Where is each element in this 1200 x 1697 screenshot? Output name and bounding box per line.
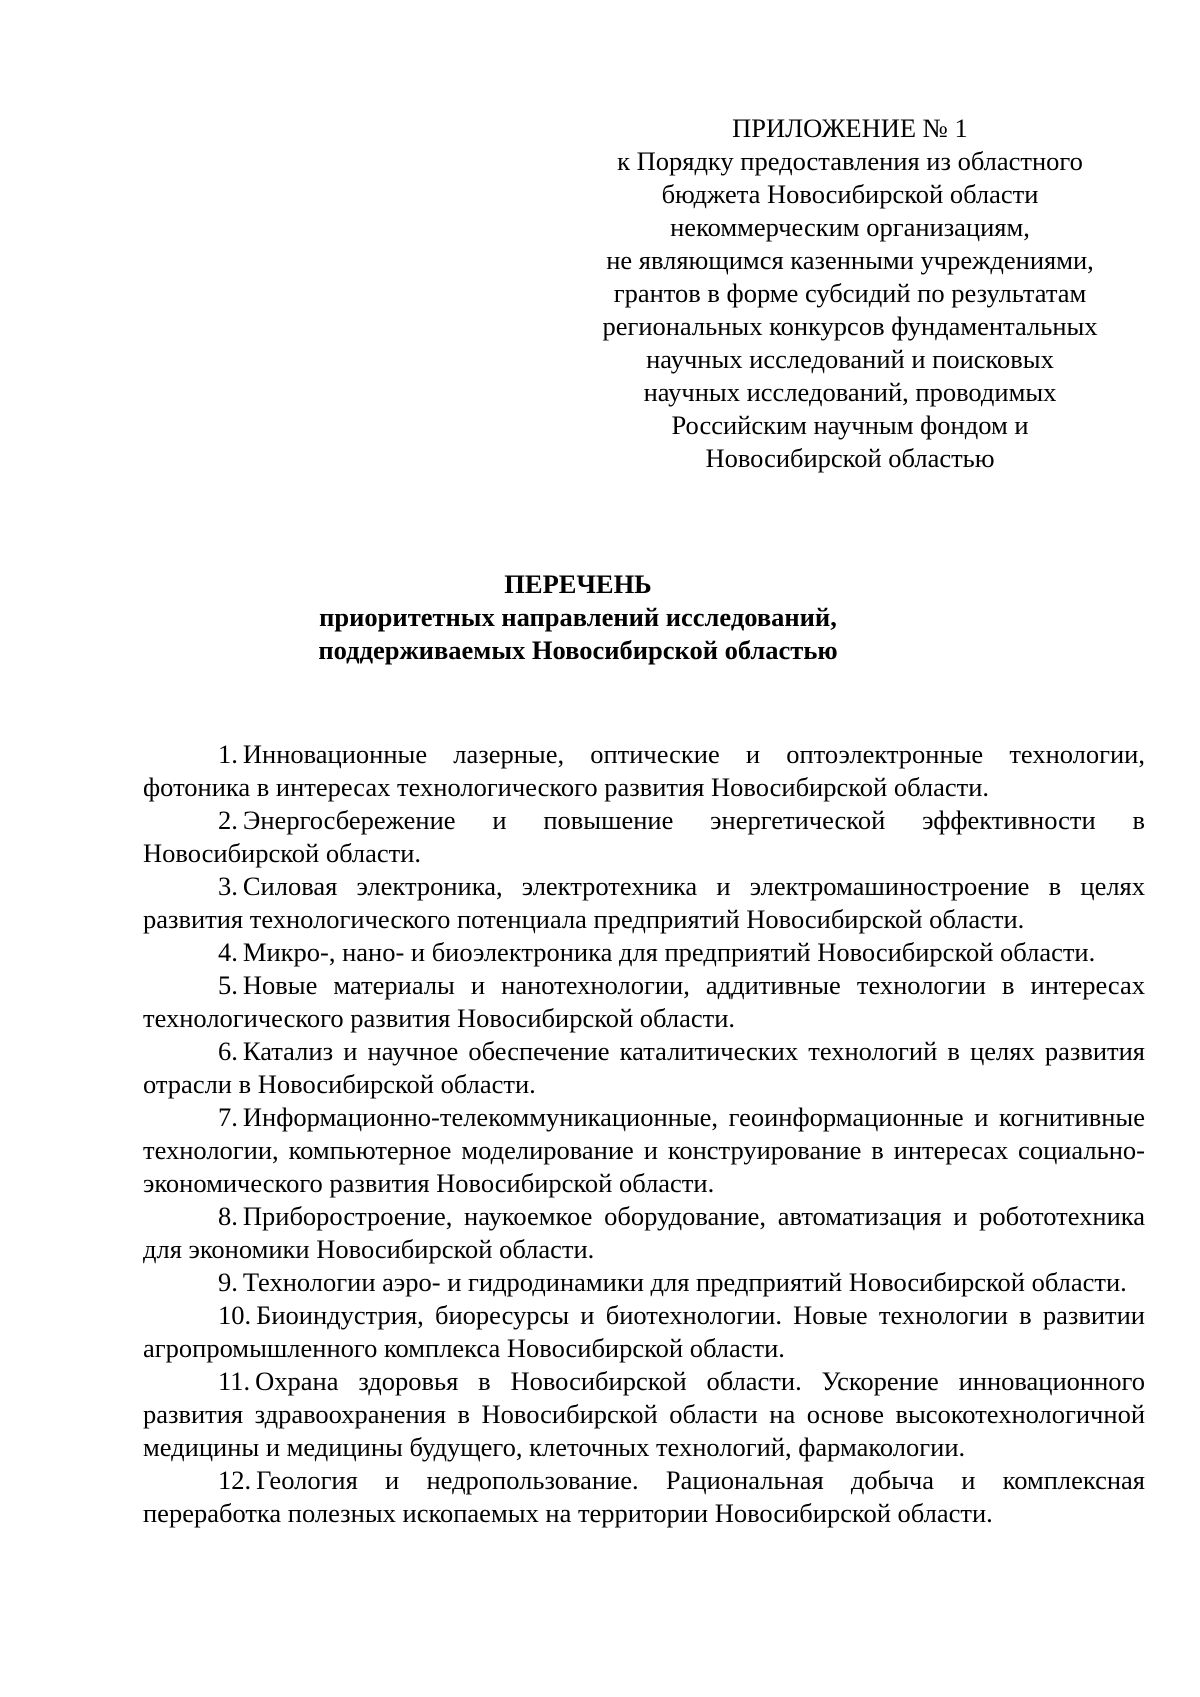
list-item [143, 1200, 1145, 1266]
list-item [143, 1299, 1145, 1365]
appendix-line: научных исследований и поисковых [646, 344, 1054, 374]
item-number: 5. [218, 970, 238, 1000]
item-text: Охрана здоровья в Новосибирской области. Ускорение инновационного развития здравоохранения в Новосибирской области на основе высокотехнологичной медицины и медицины будущего, клеточных технологий, фармакологии. [143, 1366, 1145, 1462]
item-number: 12. [218, 1465, 252, 1495]
item-number: 3. [218, 871, 238, 901]
item-number: 11. [218, 1366, 251, 1396]
item-number: 10. [218, 1300, 252, 1330]
appendix-title: ПРИЛОЖЕНИЕ № 1 [732, 113, 968, 143]
item-number: 8. [218, 1201, 238, 1231]
item-number: 1. [218, 739, 238, 769]
document-heading [140, 568, 1016, 667]
appendix-line: некоммерческим организациям, [670, 212, 1030, 242]
item-number: 4. [218, 937, 238, 967]
appendix-line: бюджета Новосибирской области [661, 179, 1039, 209]
appendix-line: Российским научным фондом и [671, 410, 1029, 440]
item-text: Катализ и научное обеспечение каталитических технологий в целях развития отрасли в Новосибирской области. [143, 1036, 1145, 1099]
priority-list [143, 738, 1145, 1530]
list-item [143, 969, 1145, 1035]
item-text: Информационно-телекоммуникационные, геоинформационные и когнитивные технологии, компьютерное моделирование и конструирование в интересах социально-экономического развития Новосибирской области. [143, 1102, 1145, 1198]
appendix-line: не являющимся казенными учреждениями, [606, 245, 1094, 275]
item-text: Технологии аэро- и гидродинамики для предприятий Новосибирской области. [242, 1267, 1127, 1297]
item-number: 2. [218, 805, 238, 835]
item-text: Новые материалы и нанотехнологии, аддитивные технологии в интересах технологического развития Новосибирской области. [143, 970, 1145, 1033]
list-item [143, 1464, 1145, 1530]
list-item [143, 936, 1145, 969]
item-text: Геология и недропользование. Рациональная добыча и комплексная переработка полезных ископаемых на территории Новосибирской области. [143, 1465, 1145, 1528]
item-text: Приборостроение, наукоемкое оборудование, автоматизация и робототехника для экономики Новосибирской области. [143, 1201, 1145, 1264]
item-number: 6. [218, 1036, 238, 1066]
list-item [143, 1101, 1145, 1200]
list-item [143, 804, 1145, 870]
appendix-line: региональных конкурсов фундаментальных [602, 311, 1098, 341]
document-title: ПЕРЕЧЕНЬ [504, 569, 652, 599]
list-item [143, 1035, 1145, 1101]
item-number: 7. [218, 1102, 238, 1132]
appendix-line: Новосибирской областью [705, 443, 995, 473]
item-text: Инновационные лазерные, оптические и оптоэлектронные технологии, фотоника в интересах технологического развития Новосибирской области. [143, 739, 1145, 802]
item-text: Микро-, нано- и биоэлектроника для предприятий Новосибирской области. [242, 937, 1096, 967]
item-text: Силовая электроника, электротехника и электромашиностроение в целях развития технологического потенциала предприятий Новосибирской области. [143, 871, 1145, 934]
list-item [143, 1365, 1145, 1464]
item-text: Энергосбережение и повышение энергетической эффективности в Новосибирской области. [143, 805, 1145, 868]
appendix-line: к Порядку предоставления из областного [617, 146, 1083, 176]
list-item [143, 738, 1145, 804]
document-subtitle: приоритетных направлений исследований, [319, 602, 837, 632]
appendix-header [590, 112, 1110, 475]
item-text: Биоиндустрия, биоресурсы и биотехнологии. Новые технологии в развитии агропромышленного комплекса Новосибирской области. [143, 1300, 1145, 1363]
appendix-line: научных исследований, проводимых [643, 377, 1057, 407]
list-item [143, 1266, 1145, 1299]
appendix-line: грантов в форме субсидий по результатам [613, 278, 1087, 308]
document-subtitle: поддерживаемых Новосибирской областью [318, 635, 838, 665]
item-number: 9. [218, 1267, 238, 1297]
list-item [143, 870, 1145, 936]
